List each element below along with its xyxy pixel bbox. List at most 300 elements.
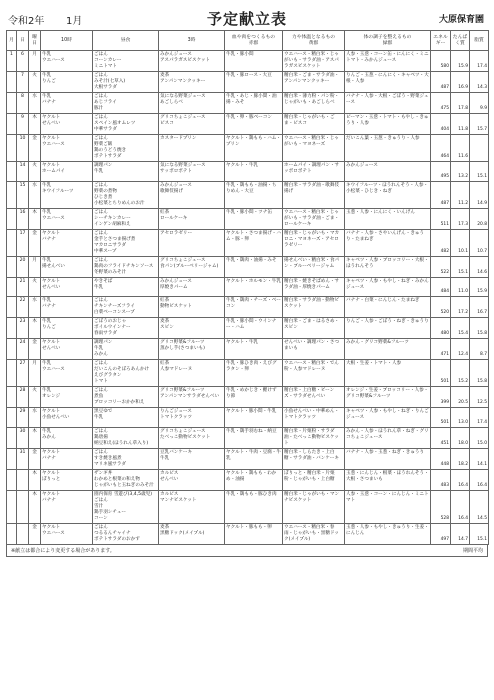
table-cell-e: 399: [431, 387, 451, 408]
table-cell-three: 豆乳バンケーキ 牛乳: [159, 449, 225, 470]
table-cell-ten: 牛乳 みかん: [41, 428, 93, 449]
table-cell-lunch: ごはん だいこんのそぼろあんかけ えびグラタン トマト: [93, 360, 159, 387]
table-cell-three: グリコちょこジュース 食パン(ブルーベリージャム): [159, 256, 225, 277]
table-cell-three: グリコちょこジュース ピスコ: [159, 114, 225, 135]
table-cell-p: 17.3: [451, 208, 470, 229]
table-cell-yellow: ウエハース・精白米・じゃがいも・マヨネーズ: [283, 135, 345, 162]
table-cell-m: [7, 229, 17, 256]
table-cell-yellow: ウエハース・精白米・でん粉・人参マドレーヌ: [283, 360, 345, 387]
table-cell-red: 牛乳・鶏もも・豚ひき肉: [225, 491, 283, 524]
table-cell-f: 15.8: [470, 318, 489, 339]
table-cell-green: 玉葱・人参・もやし・きゅうり・生姜・にんじん: [345, 524, 431, 545]
table-cell-three: 麦茶 黒糖ドック(メイプル): [159, 524, 225, 545]
table-cell-green: 人参・玉葱・コーン・にんじん・ミニトマト: [345, 491, 431, 524]
header: [6, 8, 488, 30]
table-cell-w: 木: [29, 491, 41, 524]
table-cell-green: オレンジ・生姜・ブロッコリー・人参・グリコ野菜&フルーツ: [345, 387, 431, 408]
table-cell-w: 木: [29, 114, 41, 135]
table-cell-green: りんご・人参・ごぼう・ねぎ・きゅうり: [345, 318, 431, 339]
table-cell-three: 気になる野菜ジュース あごしらべ: [159, 93, 225, 114]
table-cell-p: 15.2: [451, 360, 470, 387]
table-cell-green: キウイフルーツ・ほうれんそう・人参・小松菜・ひじき・ねぎ: [345, 181, 431, 208]
table-cell-red: 牛乳・あじ・豚小間・油揚・みそ: [225, 93, 283, 114]
table-cell-e: 495: [431, 162, 451, 182]
table-cell-red: 牛乳・豚小間: [225, 51, 283, 72]
table-cell-green: キャベツ・人参・ブロッコリー・大根・ほうれんそう: [345, 256, 431, 277]
table-cell-m: [7, 339, 17, 360]
table-cell-w: 水: [29, 181, 41, 208]
table-cell-three: グリコ野菜&フルーツ 蒸かし芋(さつまいも): [159, 339, 225, 360]
table-cell-m: [7, 318, 17, 339]
table-row: [7, 93, 489, 114]
table-cell-three: 紅茶 動物ビスケット: [159, 297, 225, 318]
table-cell-d: [17, 524, 29, 545]
table-cell-m: [7, 360, 17, 387]
table-cell-f: 16.4: [470, 470, 489, 491]
table-cell-p: 17.8: [451, 93, 470, 114]
table-cell-yellow: 精白米・焼きそばめん・サラダ油・厚焼きパーム: [283, 277, 345, 297]
table-cell-three: 麦茶 アンパンマンクッキー: [159, 72, 225, 93]
column-header: 3時: [159, 31, 225, 51]
table-cell-p: 16.4: [451, 491, 470, 524]
table-cell-ten: ヤクルト ホームパイ: [41, 162, 93, 182]
table-cell-f: 15.7: [470, 114, 489, 135]
table-cell-green: みかん・グリコ野菜&フルーツ: [345, 339, 431, 360]
school-name: 大原保育園: [438, 15, 484, 25]
table-cell-ten: 牛乳 バナナ: [41, 93, 93, 114]
table-cell-ten: ヤクルト ウエハース: [41, 524, 93, 545]
table-cell-three: アセロラゼリー: [159, 229, 225, 256]
table-cell-e: 580: [431, 51, 451, 72]
table-cell-m: [7, 72, 17, 93]
table-cell-m: [7, 297, 17, 318]
table-row: [7, 339, 489, 360]
table-cell-p: 10.1: [451, 229, 470, 256]
table-row: [7, 408, 489, 428]
table-cell-e: 511: [431, 208, 451, 229]
column-header: 10時: [41, 31, 93, 51]
table-cell-ten: ヤクルト 小魚せんべい: [41, 408, 93, 428]
table-cell-m: [7, 256, 17, 277]
table-cell-red: ヤクルト・ホルモン・牛乳: [225, 277, 283, 297]
table-cell-m: [7, 408, 17, 428]
table-cell-green: 大根・生姜・トマト・人参: [345, 360, 431, 387]
table-cell-red: 牛乳・鶏肉・油揚・みそ: [225, 256, 283, 277]
table-cell-e: 497: [431, 524, 451, 545]
table-cell-lunch: 調理パン 牛乳 みかん: [93, 339, 159, 360]
table-cell-d: 8: [17, 93, 29, 114]
table-cell-d: 14: [17, 162, 29, 182]
table-row: [7, 208, 489, 229]
table-cell-d: 29: [17, 408, 29, 428]
table-cell-d: 17: [17, 229, 29, 256]
table-cell-f: 15.8: [470, 360, 489, 387]
table-row: [7, 114, 489, 135]
column-header: 曜日: [29, 31, 41, 51]
table-cell-e: 475: [431, 93, 451, 114]
table-cell-lunch: ごはん すき焼き風煮 マリネ風サラダ: [93, 449, 159, 470]
table-cell-e: 487: [431, 181, 451, 208]
table-cell-m: [7, 114, 17, 135]
table-cell-p: 11.6: [451, 135, 470, 162]
table-cell-e: 501: [431, 360, 451, 387]
table-cell-red: ヤクルト・牛乳: [225, 339, 283, 360]
table-cell-w: 木: [29, 318, 41, 339]
table-cell-f: 15.0: [470, 428, 489, 449]
table-cell-f: 9.9: [470, 93, 489, 114]
table-cell-m: [7, 277, 17, 297]
table-cell-m: [7, 449, 17, 470]
table-cell-p: 18.0: [451, 428, 470, 449]
table-cell-f: 14.1: [470, 449, 489, 470]
table-row: [7, 135, 489, 162]
table-cell-lunch: ごぼうのおじゃ ポイルウインナー 春雨サラダ: [93, 318, 159, 339]
table-cell-three: カスタードプリン: [159, 135, 225, 162]
table-row: [7, 181, 489, 208]
table-cell-d: 28: [17, 387, 29, 408]
era-label: 令和2年: [8, 16, 45, 27]
table-cell-yellow: 精白米・サラダ油・歌舞伎揚げ: [283, 181, 345, 208]
table-cell-red: 牛乳・豚小間・ウインナー・ハム: [225, 318, 283, 339]
table-cell-yellow: 精白米・薄力粉・パン粉・じゃがいも・あごしらべ: [283, 93, 345, 114]
table-cell-f: 14.5: [470, 491, 489, 524]
table-cell-p: 15.4: [451, 318, 470, 339]
column-header: 日: [17, 31, 29, 51]
table-cell-f: [470, 135, 489, 162]
table-cell-e: 480: [431, 318, 451, 339]
table-row: [7, 229, 489, 256]
table-cell-green: りんご・玉葱・にんにく・キャベツ・大根・人参: [345, 72, 431, 93]
table-cell-p: 16.4: [451, 470, 470, 491]
table-cell-ten: 牛乳 バナナ: [41, 297, 93, 318]
table-cell-f: 17.4: [470, 51, 489, 72]
table-cell-m: [7, 162, 17, 182]
table-cell-green: バナナ・人参・さやいんげん・きゅうり・たまねぎ: [345, 229, 431, 256]
table-cell-red: ヤクルト・鶏もも・わかめ・油揚: [225, 470, 283, 491]
table-cell-p: 15.9: [451, 51, 470, 72]
table-cell-w: 金: [29, 339, 41, 360]
table-cell-lunch: ごはん スペイン風オムレツ 中華サラダ: [93, 114, 159, 135]
footer-note: ※献立は都合により変更する場合があります。: [11, 548, 115, 555]
table-cell-green: だいこん葉・玉葱・きゅうり・人参: [345, 135, 431, 162]
table-cell-yellow: せんべい・調理パン・さつまいも: [283, 339, 345, 360]
table-cell-ten: 牛乳 キウイフルーツ: [41, 181, 93, 208]
table-cell-d: 20: [17, 256, 29, 277]
table-cell-green: キャベツ・人参・もやし・ねぎ・みかんジュース: [345, 277, 431, 297]
table-cell-e: 464: [431, 135, 451, 162]
table-cell-m: [7, 470, 17, 491]
table-row: [7, 387, 489, 408]
table-cell-ten: 牛乳 りんご: [41, 72, 93, 93]
table-cell-w: 木: [29, 470, 41, 491]
table-cell-e: 448: [431, 449, 451, 470]
table-cell-w: 火: [29, 387, 41, 408]
table-row: [7, 470, 489, 491]
table-cell-three: 紅茶 人参マドレーヌ: [159, 360, 225, 387]
table-cell-green: バナナ・人参・大根・ごぼう・野菜ジュース: [345, 93, 431, 114]
table-cell-lunch: ごはん コーンカレー ミニトマト: [93, 51, 159, 72]
table-cell-red: 牛乳・卵・豚ベーコン: [225, 114, 283, 135]
table-cell-ten: ヤクルト バナナ: [41, 491, 93, 524]
table-cell-e: 487: [431, 72, 451, 93]
table-cell-green: バナナ・人参・玉葱・ねぎ・きゅうり: [345, 449, 431, 470]
table-cell-three: 紅茶 ロールケーキ: [159, 208, 225, 229]
table-cell-lunch: 調理パン 牛乳: [93, 162, 159, 182]
table-cell-e: 451: [431, 428, 451, 449]
table-cell-three: グリコちょこジュース たべっこ動物ビスケット: [159, 428, 225, 449]
table-cell-f: 14.9: [470, 181, 489, 208]
table-cell-w: 月: [29, 360, 41, 387]
table-cell-f: 15.1: [470, 524, 489, 545]
table-cell-d: [17, 470, 29, 491]
table-cell-w: 月: [29, 256, 41, 277]
table-cell-e: 483: [431, 470, 451, 491]
menu-table: [6, 30, 489, 545]
table-row: [7, 449, 489, 470]
column-header: 血や肉をつくるもの 赤群: [225, 31, 283, 51]
table-cell-lunch: ごはん チキンチーズフライ 白菜ベーコンスープ: [93, 297, 159, 318]
table-cell-e: 471: [431, 339, 451, 360]
table-cell-lunch: ザンギ丼 わかめと根菜の和え物 じゃがいもと玉ねぎのみそ汁: [93, 470, 159, 491]
table-cell-w: 金: [29, 449, 41, 470]
table-cell-ten: ヤクルト せんべい: [41, 339, 93, 360]
table-cell-f: 16.7: [470, 297, 489, 318]
table-cell-d: 7: [17, 72, 29, 93]
column-header: たんぱく質: [451, 31, 470, 51]
table-cell-e: 522: [431, 256, 451, 277]
table-header-row: [7, 31, 489, 51]
table-cell-d: 6: [17, 51, 29, 72]
table-cell-d: 24: [17, 339, 29, 360]
table-cell-m: [7, 524, 17, 545]
table-cell-green: 玉葱・人参・にんにく・いんげん: [345, 208, 431, 229]
table-cell-w: 水: [29, 93, 41, 114]
table-cell-p: 18.2: [451, 449, 470, 470]
table-cell-red: 牛乳・めかじき・鰹けずり節: [225, 387, 283, 408]
month-label: 1月: [66, 16, 83, 27]
table-cell-p: 17.2: [451, 297, 470, 318]
table-cell-red: ヤクルト・さつま揚げ・ハム・豚・卵: [225, 229, 283, 256]
table-cell-red: ヤクルト・牛乳: [225, 162, 283, 182]
table-cell-d: 27: [17, 360, 29, 387]
table-cell-green: キャベツ・人参・もやし・ねぎ・りんごジュース: [345, 408, 431, 428]
table-cell-lunch: ごはん 煮魚 ブロッコリーおかか和え: [93, 387, 159, 408]
table-cell-red: 牛乳・豚小間・ツナ缶: [225, 208, 283, 229]
table-cell-p: 13.2: [451, 162, 470, 182]
page-title: 予定献立表: [206, 10, 287, 28]
table-cell-red: ヤクルト・鶏もも・ハム・プリン: [225, 135, 283, 162]
table-row: [7, 360, 489, 387]
table-cell-red: 牛乳・鶏肉・チーズ・ベーコン: [225, 297, 283, 318]
table-cell-d: 23: [17, 318, 29, 339]
table-row: [7, 428, 489, 449]
table-cell-f: 15.9: [470, 277, 489, 297]
table-cell-three: 麦茶 スピン: [159, 318, 225, 339]
table-cell-p: 14.7: [451, 524, 470, 545]
table-cell-ten: ヤクルト せんべい: [41, 277, 93, 297]
table-cell-e: 482: [431, 229, 451, 256]
column-header: 体の調子を整えるもの 緑群: [345, 31, 431, 51]
table-cell-red: ヤクルト・豚小間・牛乳: [225, 408, 283, 428]
table-cell-d: 10: [17, 135, 29, 162]
table-cell-e: 528: [431, 491, 451, 524]
table-cell-e: 501: [431, 408, 451, 428]
table-cell-yellow: ぽりっと・精白米・片栗粉・じゃがいも・上白糖: [283, 470, 345, 491]
table-cell-f: 15.1: [470, 162, 489, 182]
column-header: 昼食: [93, 31, 159, 51]
table-cell-red: ヤクルト・豚もも・卵: [225, 524, 283, 545]
table-cell-m: [7, 181, 17, 208]
table-cell-lunch: ごはん つるるんチャイナ ポテトサラダのおかず: [93, 524, 159, 545]
table-cell-w: 金: [29, 229, 41, 256]
table-cell-ten: 牛乳 りんご: [41, 318, 93, 339]
table-cell-red: 牛乳・鶏もも・油揚・ちりめん・大豆: [225, 181, 283, 208]
table-cell-lunch: ごはん 野菜の煮物 ひじき煮 小松菜とちりめんのお汁: [93, 181, 159, 208]
table-cell-three: グリコ野菜&フルーツ アンパンマンサラダせんべい: [159, 387, 225, 408]
table-cell-yellow: ウエハース・精白米・春雨・じゃがいも・黒糖ドック(メイプル): [283, 524, 345, 545]
table-cell-three: りんごジュース トマトクラッツ: [159, 408, 225, 428]
table-cell-green: ピーマン・玉葱・トマト・もやし・きゅうり・人参: [345, 114, 431, 135]
table-cell-yellow: ウエハース・精白米・じゃがいも・サラダ油・アスパラガスビスケット: [283, 51, 345, 72]
table-cell-lunch: ごはん 鶏唐揚 納豆和え(ほうれん草入り): [93, 428, 159, 449]
table-cell-yellow: 小魚せんべい・中華めん・トマトクラッツ: [283, 408, 345, 428]
table-cell-red: ヤクルト・牛肉・豆腐・牛乳: [225, 449, 283, 470]
table-cell-m: [7, 135, 17, 162]
table-cell-yellow: 精白米・サラダ油・動物ビスケット: [283, 297, 345, 318]
column-header: 力や体温となるもの 黄群: [283, 31, 345, 51]
table-cell-yellow: ホームパイ・調理パン・サッポロポテト: [283, 162, 345, 182]
table-cell-w: 月: [29, 51, 41, 72]
table-cell-lunch: 園内保育 雪遊び(3,4,5歳児) ごはん 雪汁 鶏手羽シチュー コーン: [93, 491, 159, 524]
table-cell-yellow: 精白米・じゃがいも・ごま・ピスコ: [283, 114, 345, 135]
table-row: [7, 277, 489, 297]
table-cell-lunch: 黒豆ゆで 牛乳: [93, 408, 159, 428]
table-cell-p: 11.8: [451, 114, 470, 135]
table-cell-p: 16.9: [451, 72, 470, 93]
table-cell-green: バナナ・白菜・にんじん・たまねぎ: [345, 297, 431, 318]
table-cell-ten: 牛乳 オレンジ: [41, 387, 93, 408]
table-cell-green: みかんジュース: [345, 162, 431, 182]
table-cell-lunch: ごはん みそ汁(七草入) 大根サラダ: [93, 72, 159, 93]
table-row: [7, 297, 489, 318]
table-footer: [6, 545, 488, 557]
table-cell-p: 20.5: [451, 387, 470, 408]
table-cell-yellow: ウエハース・精白米・じゃがいも・サラダ油・ごま・ロールケーキ: [283, 208, 345, 229]
table-row: [7, 72, 489, 93]
table-cell-ten: ヤクルト バナナ: [41, 449, 93, 470]
table-cell-yellow: 精白米・ごま・サラダ油・アンパンマンクッキー: [283, 72, 345, 93]
table-cell-m: [7, 491, 17, 524]
table-row: [7, 491, 489, 524]
table-cell-f: 10.7: [470, 229, 489, 256]
table-cell-d: [17, 491, 29, 524]
table-cell-p: 13.0: [451, 408, 470, 428]
table-cell-f: 8.7: [470, 339, 489, 360]
table-cell-three: みかんジュース 厚焼きパーム: [159, 277, 225, 297]
table-cell-lunch: ごはん あじフライ 豚汁: [93, 93, 159, 114]
table-cell-e: 404: [431, 114, 451, 135]
table-cell-w: 木: [29, 428, 41, 449]
column-header: 月: [7, 31, 17, 51]
table-cell-p: 11.0: [451, 277, 470, 297]
table-cell-f: 14.3: [470, 72, 489, 93]
table-cell-w: 水: [29, 297, 41, 318]
table-cell-yellow: 精白米・片栗粉・サラダ油・たべっこ動物ビスケット: [283, 428, 345, 449]
table-row: [7, 51, 489, 72]
table-cell-ten: 牛乳 ウエハース: [41, 360, 93, 387]
table-cell-m: 1: [7, 51, 17, 72]
table-cell-ten: ヤクルト ウエハース: [41, 135, 93, 162]
table-cell-yellow: 揚せんべい・精白米・食パン・ブルーベリージャム: [283, 256, 345, 277]
table-cell-m: [7, 208, 17, 229]
table-row: [7, 318, 489, 339]
table-cell-m: [7, 428, 17, 449]
table-cell-ten: ヤクルト せんべい: [41, 114, 93, 135]
average-label: 期間平均: [462, 548, 483, 555]
table-cell-three: カルピス マンナビスケット: [159, 491, 225, 524]
table-cell-three: みかんジュース 歌舞伎揚げ: [159, 181, 225, 208]
table-cell-lunch: やきそば 牛乳: [93, 277, 159, 297]
table-row: [7, 256, 489, 277]
table-body: [7, 51, 489, 545]
table-row: [7, 524, 489, 545]
table-cell-e: 520: [431, 297, 451, 318]
table-cell-w: 木: [29, 208, 41, 229]
table-cell-yellow: 精白米・じゃがいも・マカロニ・マヨネーズ・アセロラゼリー: [283, 229, 345, 256]
table-cell-w: 金: [29, 524, 41, 545]
table-cell-p: 15.1: [451, 256, 470, 277]
column-header: エネルギー: [431, 31, 451, 51]
table-cell-green: みかん・人参・ほうれん草・ねぎ・グリコちょこジュース: [345, 428, 431, 449]
table-cell-lunch: ごはん 鶏肉のフライドチキンソース 冬野菜のみそ汁: [93, 256, 159, 277]
table-cell-w: 金: [29, 135, 41, 162]
table-cell-d: 22: [17, 297, 29, 318]
table-cell-yellow: 精白米・ごま・はるさめ・スピン: [283, 318, 345, 339]
table-cell-yellow: 精白米・上白糖・ビーンズ・サラダせんべい: [283, 387, 345, 408]
table-cell-ten: ヤクルト ぽりっと: [41, 470, 93, 491]
table-cell-ten: 牛乳 ウエハース: [41, 51, 93, 72]
table-cell-p: 12.4: [451, 339, 470, 360]
table-cell-yellow: 精白米・じゃがいも・マンナビスケット: [283, 491, 345, 524]
table-cell-red: 牛乳・豚ひき肉・えびグラタン・卵: [225, 360, 283, 387]
table-cell-d: 30: [17, 428, 29, 449]
table-cell-f: 20.8: [470, 208, 489, 229]
table-cell-ten: ヤクルト バナナ: [41, 229, 93, 256]
table-cell-red: 牛乳・鶏手羽むね・納豆: [225, 428, 283, 449]
table-cell-w: 火: [29, 277, 41, 297]
table-cell-w: 水: [29, 408, 41, 428]
table-cell-d: 16: [17, 208, 29, 229]
table-cell-yellow: 精白米・しらたき・上白糖・サラダ油・バンケーキ: [283, 449, 345, 470]
table-cell-ten: 牛乳 揚せんべい: [41, 256, 93, 277]
table-cell-w: 火: [29, 162, 41, 182]
table-cell-green: 人参・玉葱・コーン缶・にんにく・ミニトマト・みかんジュース: [345, 51, 431, 72]
table-cell-e: 484: [431, 277, 451, 297]
table-cell-three: みかんジュース アスパラガスビスケット: [159, 51, 225, 72]
table-cell-p: 11.2: [451, 181, 470, 208]
table-cell-m: [7, 93, 17, 114]
table-cell-three: 気になる野菜ジュース サッポロポテト: [159, 162, 225, 182]
table-cell-green: 玉葱・にんじん・根菜・ほうれんそう・大根・さつまいも: [345, 470, 431, 491]
table-cell-lunch: ごはん シーチキンカレー インゲン胡麻和え: [93, 208, 159, 229]
table-cell-d: 21: [17, 277, 29, 297]
table-cell-three: カルピス せんべい: [159, 470, 225, 491]
table-cell-lunch: ごはん 金芋とさつま揚げ煮 マカロニサラダ 中華スープ: [93, 229, 159, 256]
table-cell-f: 14.6: [470, 256, 489, 277]
table-cell-f: 12.5: [470, 387, 489, 408]
column-header: 脂質: [470, 31, 489, 51]
table-cell-red: 牛乳・豚ロース・大豆: [225, 72, 283, 93]
